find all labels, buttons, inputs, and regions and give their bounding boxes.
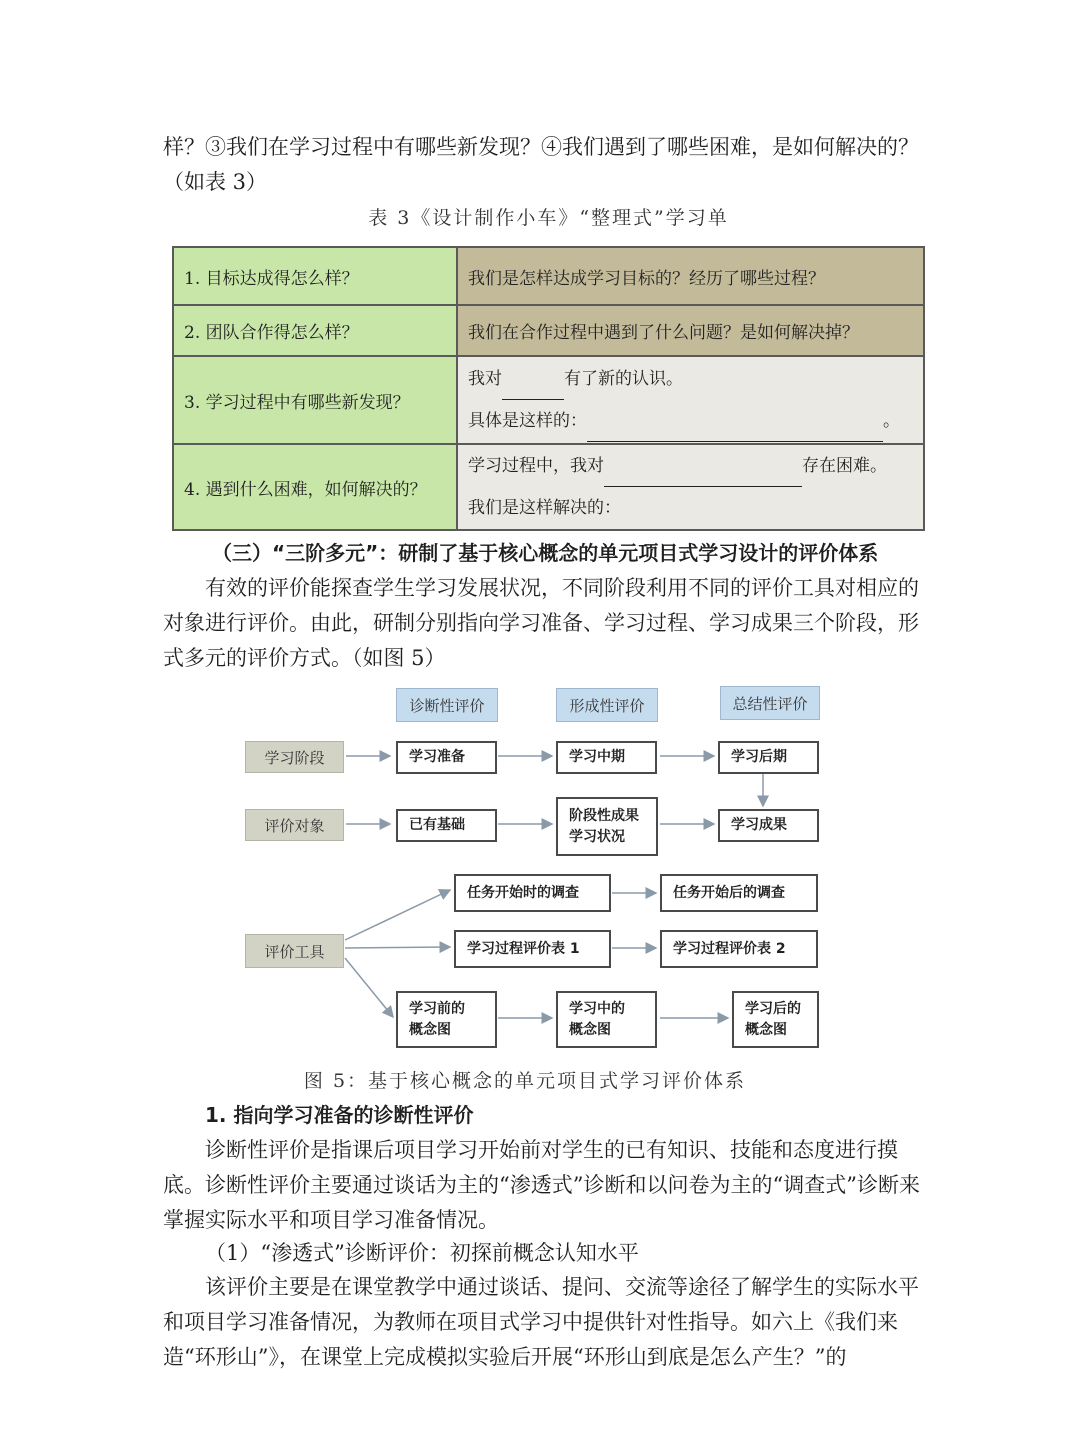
box-object-phase-results	[556, 797, 658, 856]
phase-results-line-2: 学习状况	[569, 828, 625, 845]
header-diagnostic: 诊断性评价	[396, 688, 498, 722]
section-paragraph: 有效的评价能探查学生学习发展状况，不同阶段利用不同的评价工具对相应的对象进行评价。由此，研制分别指向学习准备、学习过程、学习成果三个阶段，形式多元的评价方式。（如图 5）	[163, 576, 919, 670]
box-object-outcome: 学习成果	[718, 809, 819, 842]
difficulty-solution-prefix: 我们是这样解决的：	[468, 498, 621, 518]
concept-map-after-line-2: 概念图	[745, 1021, 787, 1038]
table-caption: 表 3《设计制作小车》“整理式”学习单	[368, 207, 729, 229]
table-cell-difficulty: 4. 遇到什么困难，如何解决的？	[173, 444, 457, 530]
part1-subheading: （1）“渗透式”诊断评价：初探前概念认知水平	[205, 1241, 639, 1265]
concept-map-mid-line-1: 学习中的	[569, 1000, 625, 1017]
table-cell-discovery: 3. 学习过程中有哪些新发现？	[173, 356, 457, 444]
box-tool-eval-table-2: 学习过程评价表 2	[660, 930, 818, 968]
discovery-detail-prefix: 具体是这样的：	[468, 411, 587, 431]
discovery-suffix: 有了新的认识。	[564, 369, 683, 389]
arrow	[345, 890, 450, 940]
section-heading: （三）“三阶多元”：研制了基于核心概念的单元项目式学习设计的评价体系	[212, 541, 879, 565]
box-tool-survey-start: 任务开始时的调查	[454, 874, 611, 912]
box-tool-concept-map-before	[396, 991, 497, 1048]
figure-caption: 图 5：基于核心概念的单元项目式学习评价体系	[303, 1070, 747, 1092]
box-tool-concept-map-after	[732, 991, 819, 1048]
box-tool-survey-after: 任务开始后的调查	[660, 874, 818, 912]
table-cell-teamwork-question: 我们在合作过程中遇到了什么问题？是如何解决掉？	[457, 305, 924, 356]
intro-line-1: 样？③我们在学习过程中有哪些新发现？④我们遇到了哪些困难，是如何解决的？	[163, 135, 919, 159]
concept-map-mid-line-2: 概念图	[569, 1021, 611, 1038]
label-evaluation-tool: 评价工具	[245, 934, 344, 968]
part1-paragraph-1: 诊断性评价是指课后项目学习开始前对学生的已有知识、技能和态度进行摸底。诊断性评价主要通过谈话为主的“渗透式”诊断和以问卷为主的“调查式”诊断来掌握实际水平和项目学习准备情况。	[163, 1138, 920, 1232]
box-tool-eval-table-1: 学习过程评价表 1	[454, 930, 611, 968]
table-cell-teamwork: 2. 团队合作得怎么样？	[173, 305, 457, 356]
difficulty-suffix: 存在困难。	[802, 456, 887, 476]
arrow	[345, 958, 393, 1017]
concept-map-after-line-1: 学习后的	[745, 1000, 801, 1017]
header-formative: 形成性评价	[556, 688, 658, 722]
box-stage-late: 学习后期	[718, 741, 819, 774]
intro-line-2: （如表 3）	[163, 170, 268, 194]
discovery-detail-suffix: 。	[883, 411, 900, 431]
label-learning-stage: 学习阶段	[245, 741, 344, 773]
box-stage-prepare: 学习准备	[396, 741, 497, 774]
difficulty-prefix: 学习过程中，我对	[468, 456, 604, 476]
label-evaluation-object: 评价对象	[245, 809, 344, 841]
concept-map-before-line-2: 概念图	[409, 1021, 451, 1038]
part1-paragraph-2: 该评价主要是在课堂教学中通过谈话、提问、交流等途径了解学生的实际水平和项目学习准备情况，为教师在项目式学习中提供针对性指导。如六上《我们来造“环形山”》，在课堂上完成模拟实验后开展“环形山到底是怎么产生？”的	[163, 1275, 919, 1369]
box-object-foundation: 已有基础	[396, 809, 497, 842]
phase-results-line-1: 阶段性成果	[569, 807, 639, 824]
table-cell-goal: 1. 目标达成得怎么样？	[173, 247, 457, 305]
part1-heading: 1. 指向学习准备的诊断性评价	[205, 1103, 474, 1127]
discovery-prefix: 我对	[468, 369, 502, 389]
header-summative: 总结性评价	[720, 686, 820, 720]
arrow	[345, 947, 450, 948]
box-tool-concept-map-mid	[556, 991, 657, 1048]
table-cell-goal-question: 我们是怎样达成学习目标的？经历了哪些过程？	[457, 247, 924, 305]
concept-map-before-line-1: 学习前的	[409, 1000, 465, 1017]
box-stage-mid: 学习中期	[556, 741, 657, 774]
